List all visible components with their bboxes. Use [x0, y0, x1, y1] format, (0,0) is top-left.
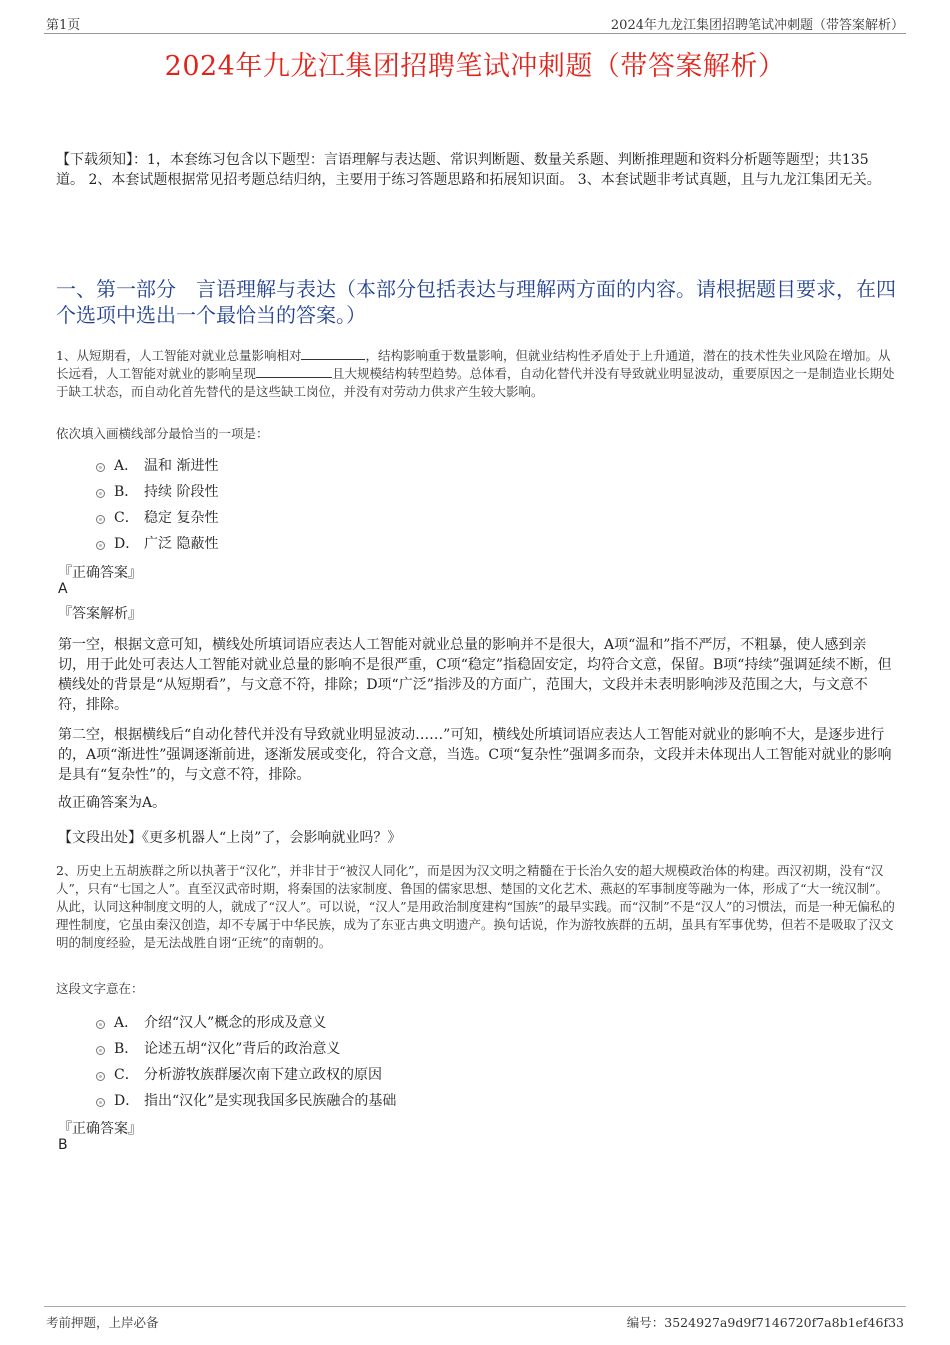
footer-divider — [44, 1306, 906, 1307]
question-1-option-b[interactable] — [96, 478, 218, 504]
question-1-stem-part-a: 1、从短期看，人工智能对就业总量影响相对 — [56, 348, 302, 363]
question-2-option-a[interactable] — [96, 1009, 396, 1035]
fill-blank-2 — [256, 365, 332, 378]
fill-blank-1 — [301, 347, 365, 360]
question-1-analysis-label: 『答案解析』 — [58, 606, 142, 622]
running-header-title: 2024年九龙江集团招聘笔试冲刺题（带答案解析） — [610, 18, 904, 33]
option-letter: B． — [114, 484, 139, 500]
option-text: 论述五胡“汉化”背后的政治意义 — [144, 1041, 341, 1057]
question-1-stem-part-b: ，结构影响重于数量影响，但就业结构性矛盾处于上升通道，潜在的技术性失业风险在增加。从长远看，人工智能对就业的影响呈现 — [56, 348, 891, 381]
option-letter: A． — [114, 458, 139, 474]
question-1-source: 【文段出处】《更多机器人“上岗”了，会影响就业吗？》 — [58, 830, 402, 846]
option-text: 介绍“汉人”概念的形成及意义 — [144, 1015, 327, 1031]
question-2-answer-label: 『正确答案』 — [58, 1121, 142, 1137]
footer-slogan: 考前押题，上岸必备 — [46, 1315, 159, 1330]
option-text: 温和 渐进性 — [144, 458, 219, 474]
footer-serial-number: 编号：3524927a9d9f7146720f7a8b1ef46f33 — [626, 1315, 904, 1330]
question-1-stem — [56, 347, 896, 401]
document-title: 2024年九龙江集团招聘笔试冲刺题（带答案解析） — [164, 51, 786, 82]
radio-icon[interactable] — [96, 515, 105, 524]
radio-icon[interactable] — [96, 489, 105, 498]
radio-icon[interactable] — [96, 1020, 105, 1029]
option-letter: D． — [114, 536, 140, 552]
header-divider — [44, 33, 906, 34]
question-2-prompt: 这段文字意在： — [56, 981, 144, 996]
question-1-conclusion: 故正确答案为A。 — [58, 795, 167, 811]
question-2-option-c[interactable] — [96, 1061, 396, 1087]
question-1-analysis-paragraph-1: 第一空，根据文意可知，横线处所填词语应表达人工智能对就业总量的影响并不是很大，A项“温和”指不严厉，不粗暴，使人感到亲切，用于此处可表达人工智能对就业总量的影响不是很严重，C项“稳定”指稳固安定，均符合文意，保留。B项“持续”强调延续不断，但横线处的背景是“从短期看”，与文意不符，排除；D项“广泛”指涉及的方面广，范围大，文段并未表明影响涉及范围之大，与文意不符，排除。 — [58, 637, 892, 713]
question-1-prompt: 依次填入画横线部分最恰当的一项是： — [56, 426, 269, 441]
option-text: 持续 阶段性 — [144, 484, 219, 500]
question-1-analysis-paragraph-2: 第二空，根据横线后“自动化替代并没有导致就业明显波动……”可知，横线处所填词语应表达人工智能对就业的影响不大，是逐步进行的，A项“渐进性”强调逐渐前进，逐渐发展或变化，符合文意，当选。C项“复杂性”强调多而杂，文段并未体现出人工智能对就业的影响是具有“复杂性”的，与文意不符，排除。 — [58, 727, 892, 783]
question-2-stem: 2、历史上五胡族群之所以执著于“汉化”，并非甘于“被汉人同化”，而是因为汉文明之精髓在于长治久安的超大规模政治体的构建。西汉初期，没有“汉人”，只有“七国之人”。直至汉武帝时期，将秦国的法家制度、鲁国的儒家思想、楚国的文化艺术、燕赵的军事制度等融为一体，形成了“大一统汉制”。从此，认同这种制度文明的人，就成了“汉人”。可以说，“汉人”是用政治制度建构“国族”的最早实践。而“汉制”不是“汉人”的习惯法，而是一种无偏私的理性制度，它虽由秦汉创造，却不专属于中华民族，成为了东亚古典文明遗产。换句话说，作为游牧族群的五胡，虽具有军事优势，但若不是吸取了汉文明的制度经验，是无法战胜自诩“正统”的南朝的。 — [56, 863, 895, 950]
option-letter: C． — [114, 1067, 139, 1083]
question-2-options — [96, 1009, 396, 1113]
question-1-stem-part-c: 且大规模结构转型趋势。总体看，自动化替代并没有导致就业明显波动，重要原因之一是制造业长期处于缺工状态，而自动化首先替代的是这些缺工岗位，并没有对劳动力供求产生较大影响。 — [56, 366, 895, 399]
option-text: 分析游牧族群屡次南下建立政权的原因 — [144, 1067, 382, 1083]
option-letter: D． — [114, 1093, 140, 1109]
page-number: 第1页 — [46, 18, 81, 33]
question-1-option-a[interactable] — [96, 452, 218, 478]
option-text: 稳定 复杂性 — [144, 510, 219, 526]
section-heading: 一、第一部分 言语理解与表达（本部分包括表达与理解两方面的内容。请根据题目要求，在四个选项中选出一个最恰当的答案。） — [56, 277, 896, 327]
radio-icon[interactable] — [96, 1046, 105, 1055]
radio-icon[interactable] — [96, 1098, 105, 1107]
option-letter: A． — [114, 1015, 139, 1031]
question-1-answer: A — [58, 581, 68, 597]
download-notice: 【下载须知】：1，本套练习包含以下题型：言语理解与表达题、常识判断题、数量关系题、判断推理题和资料分析题等题型；共135道。 2、本套试题根据常见招考题总结归纳，主要用于练习答题思路和拓展知识面。 3、本套试题非考试真题，且与九龙江集团无关。 — [56, 152, 881, 188]
radio-icon[interactable] — [96, 541, 105, 550]
question-2-option-d[interactable] — [96, 1087, 396, 1113]
radio-icon[interactable] — [96, 1072, 105, 1081]
question-2-option-b[interactable] — [96, 1035, 396, 1061]
question-1-options — [96, 452, 218, 556]
option-letter: C． — [114, 510, 139, 526]
question-1-answer-label: 『正确答案』 — [58, 565, 142, 581]
radio-icon[interactable] — [96, 463, 105, 472]
question-1-option-d[interactable] — [96, 530, 218, 556]
option-letter: B． — [114, 1041, 139, 1057]
question-2-answer: B — [58, 1137, 68, 1153]
option-text: 广泛 隐蔽性 — [144, 536, 219, 552]
question-1-option-c[interactable] — [96, 504, 218, 530]
option-text: 指出“汉化”是实现我国多民族融合的基础 — [144, 1093, 397, 1109]
